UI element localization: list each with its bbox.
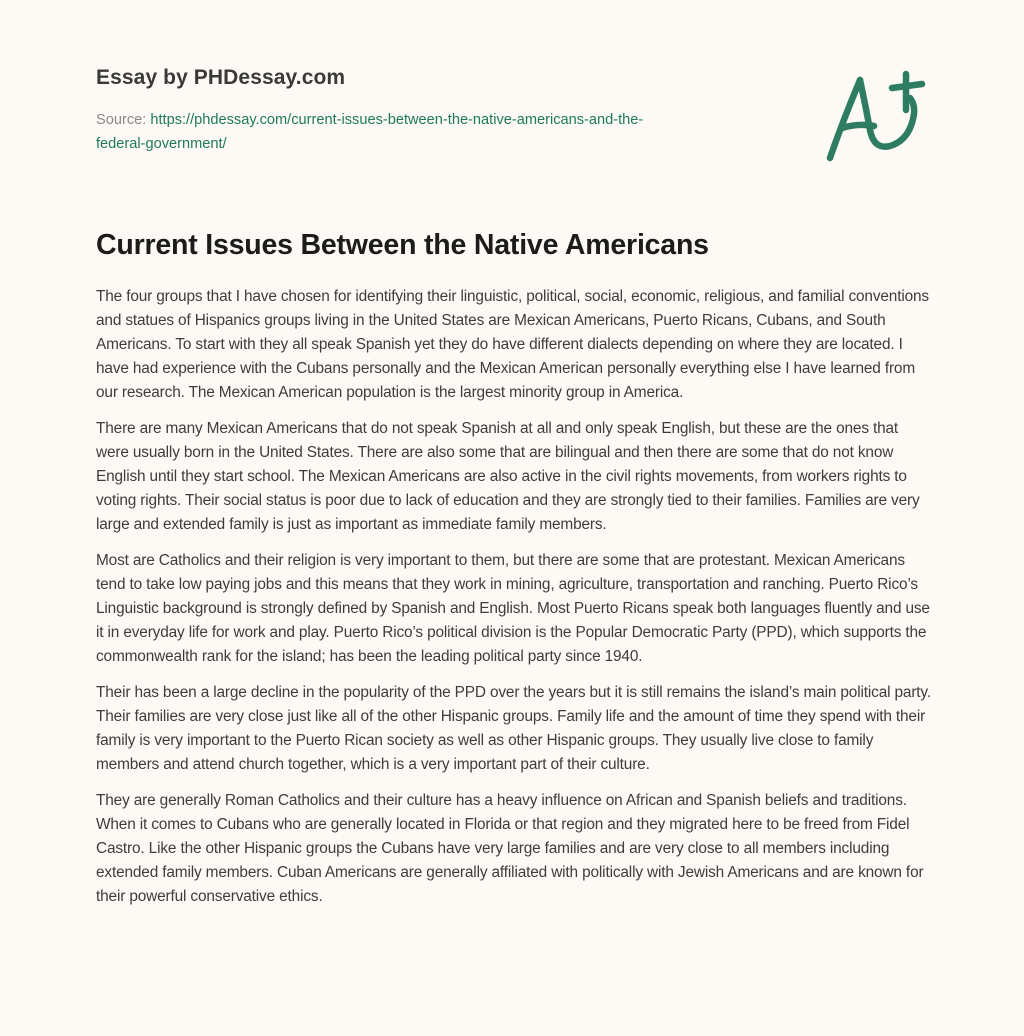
essay-body: [96, 285, 932, 921]
essay-paragraph: The four groups that I have chosen for identifying their linguistic, political, social, economic, religious, and familial conventions and statues of Hispanics groups living in the United States are Mexican Americans, Puerto Ricans, Cubans, and South Americans. To start with they all speak Spanish yet they do have different dialects depending on where they are located. I have had experience with the Cubans personally and the Mexican American personally everything else I have learned from our research. The Mexican American population is the largest minority group in America.: [96, 288, 929, 401]
source-link-line1: https://phdessay.com/current-issues-between-the-native-americans-and-the-: [150, 112, 644, 128]
essay-paragraph: Most are Catholics and their religion is very important to them, but there are some that are protestant. Mexican Americans tend to take low paying jobs and this means that they work in mining, agriculture, transportation and ranching. Puerto Rico’s Linguistic background is strongly defined by Spanish and English. Most Puerto Ricans speak both languages fluently and use it in everyday life for work and play. Puerto Rico’s political division is the Popular Democratic Party (PPD), which supports the commonwealth rank for the island; has been the leading political party since 1940.: [96, 552, 930, 665]
a-plus-grade-icon: [822, 68, 932, 168]
essay-title: Current Issues Between the Native Americans: [96, 229, 709, 261]
essay-paragraph: Their has been a large decline in the popularity of the PPD over the years but it is still remains the island’s main political party. Their families are very close just like all of the other Hispanic groups. Family life and the amount of time they spend with their family is very important to the Puerto Rican society as well as other Hispanic groups. They usually live close to family members and attend church together, which is a very important part of their culture.: [96, 684, 931, 773]
source-label: Source:: [96, 112, 151, 128]
essay-paragraph: They are generally Roman Catholics and their culture has a heavy influence on African and Spanish beliefs and traditions. When it comes to Cubans who are generally located in Florida or that region and they migrated here to be freed from Fidel Castro. Like the other Hispanic groups the Cubans have very large families and are very close to all members including extended family members. Cuban Americans are generally affiliated with politically with Jewish Americans and are known for their powerful conservative ethics.: [96, 792, 924, 905]
site-title: Essay by PHDessay.com: [96, 66, 346, 89]
source-link-line2: federal-government/: [96, 136, 227, 152]
source-link[interactable]: [96, 112, 643, 152]
site-header: [96, 64, 796, 156]
source-line: [96, 108, 736, 156]
essay-paragraph: There are many Mexican Americans that do not speak Spanish at all and only speak English, but these are the ones that were usually born in the United States. There are also some that are bilingual and then there are some that do not know English until they start school. The Mexican Americans are also active in the civil rights movements, from workers rights to voting rights. Their social status is poor due to lack of education and they are strongly tied to their families. Families are very large and extended family is just as important as immediate family members.: [96, 420, 920, 533]
